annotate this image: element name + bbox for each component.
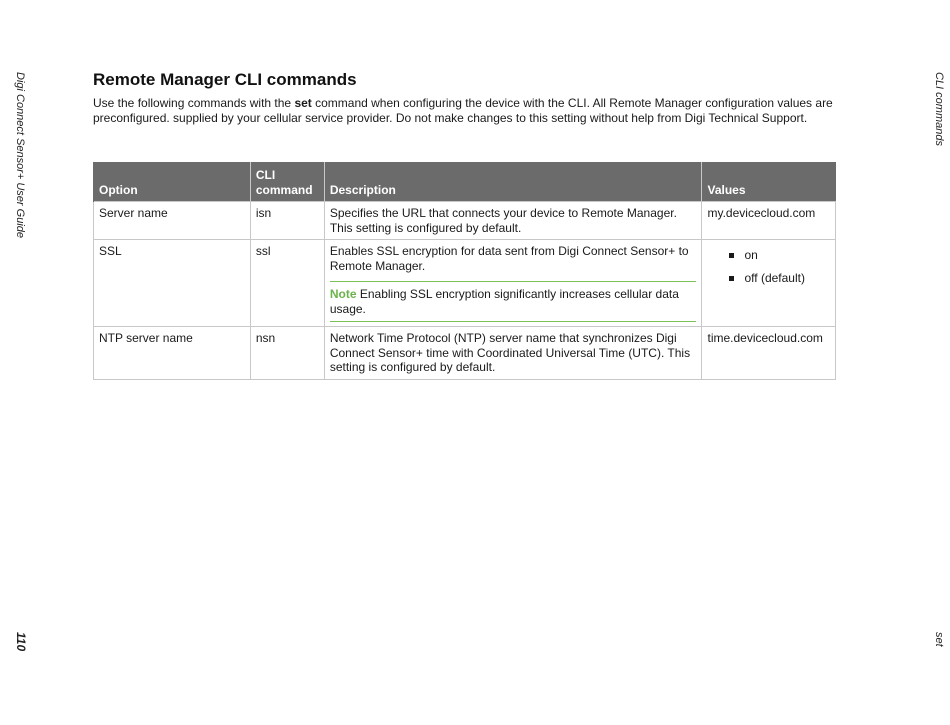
header-cli-command: CLI command — [250, 162, 324, 202]
list-item: off (default) — [729, 271, 830, 286]
header-values: Values — [702, 162, 836, 202]
header-option: Option — [94, 162, 251, 202]
cell-option: Server name — [94, 202, 251, 240]
cell-value: my.devicecloud.com — [702, 202, 836, 240]
table-header-row — [94, 162, 836, 202]
intro-text-after: command when configuring the device with the CLI. All Remote Manager configuration values are preconfigured. supplied by your cellular service provider. Do not make changes to this setting without help from Digi Technical Support. — [93, 96, 833, 125]
intro-paragraph — [93, 96, 835, 126]
cell-option: NTP server name — [94, 327, 251, 380]
note-box — [330, 281, 697, 322]
cell-description: Specifies the URL that connects your device to Remote Manager. This setting is configured by default. — [324, 202, 702, 240]
note-text: Enabling SSL encryption significantly increases cellular data usage. — [329, 287, 679, 316]
section-name-margin: set — [933, 632, 945, 647]
commands-table — [93, 162, 836, 380]
table-row — [94, 240, 836, 327]
values-list — [707, 248, 830, 285]
cell-cli: ssl — [250, 240, 324, 327]
description-text: Enables SSL encryption for data sent from Digi Connect Sensor+ to Remote Manager. — [329, 244, 689, 273]
intro-text-before: Use the following commands with the — [93, 96, 295, 110]
table-row — [94, 327, 836, 380]
cell-option: SSL — [94, 240, 251, 327]
cell-values — [702, 240, 836, 327]
guide-title-margin: Digi Connect Sensor+ User Guide — [14, 72, 26, 238]
cell-description — [324, 240, 702, 327]
intro-set-keyword: set — [294, 96, 312, 110]
header-description: Description — [324, 162, 702, 202]
note-label: Note — [329, 287, 357, 301]
table-row — [94, 202, 836, 240]
chapter-title-margin: CLI commands — [933, 72, 945, 146]
cell-cli: nsn — [250, 327, 324, 380]
page-number: 110 — [14, 632, 28, 652]
list-item: on — [729, 248, 830, 263]
cell-value: time.devicecloud.com — [702, 327, 836, 380]
page-heading: Remote Manager CLI commands — [93, 70, 357, 89]
cell-description: Network Time Protocol (NTP) server name that synchronizes Digi Connect Sensor+ time with Coordinated Universal Time (UTC). This setting is configured by default. — [324, 327, 702, 380]
main-content — [93, 70, 838, 126]
cell-cli: isn — [250, 202, 324, 240]
